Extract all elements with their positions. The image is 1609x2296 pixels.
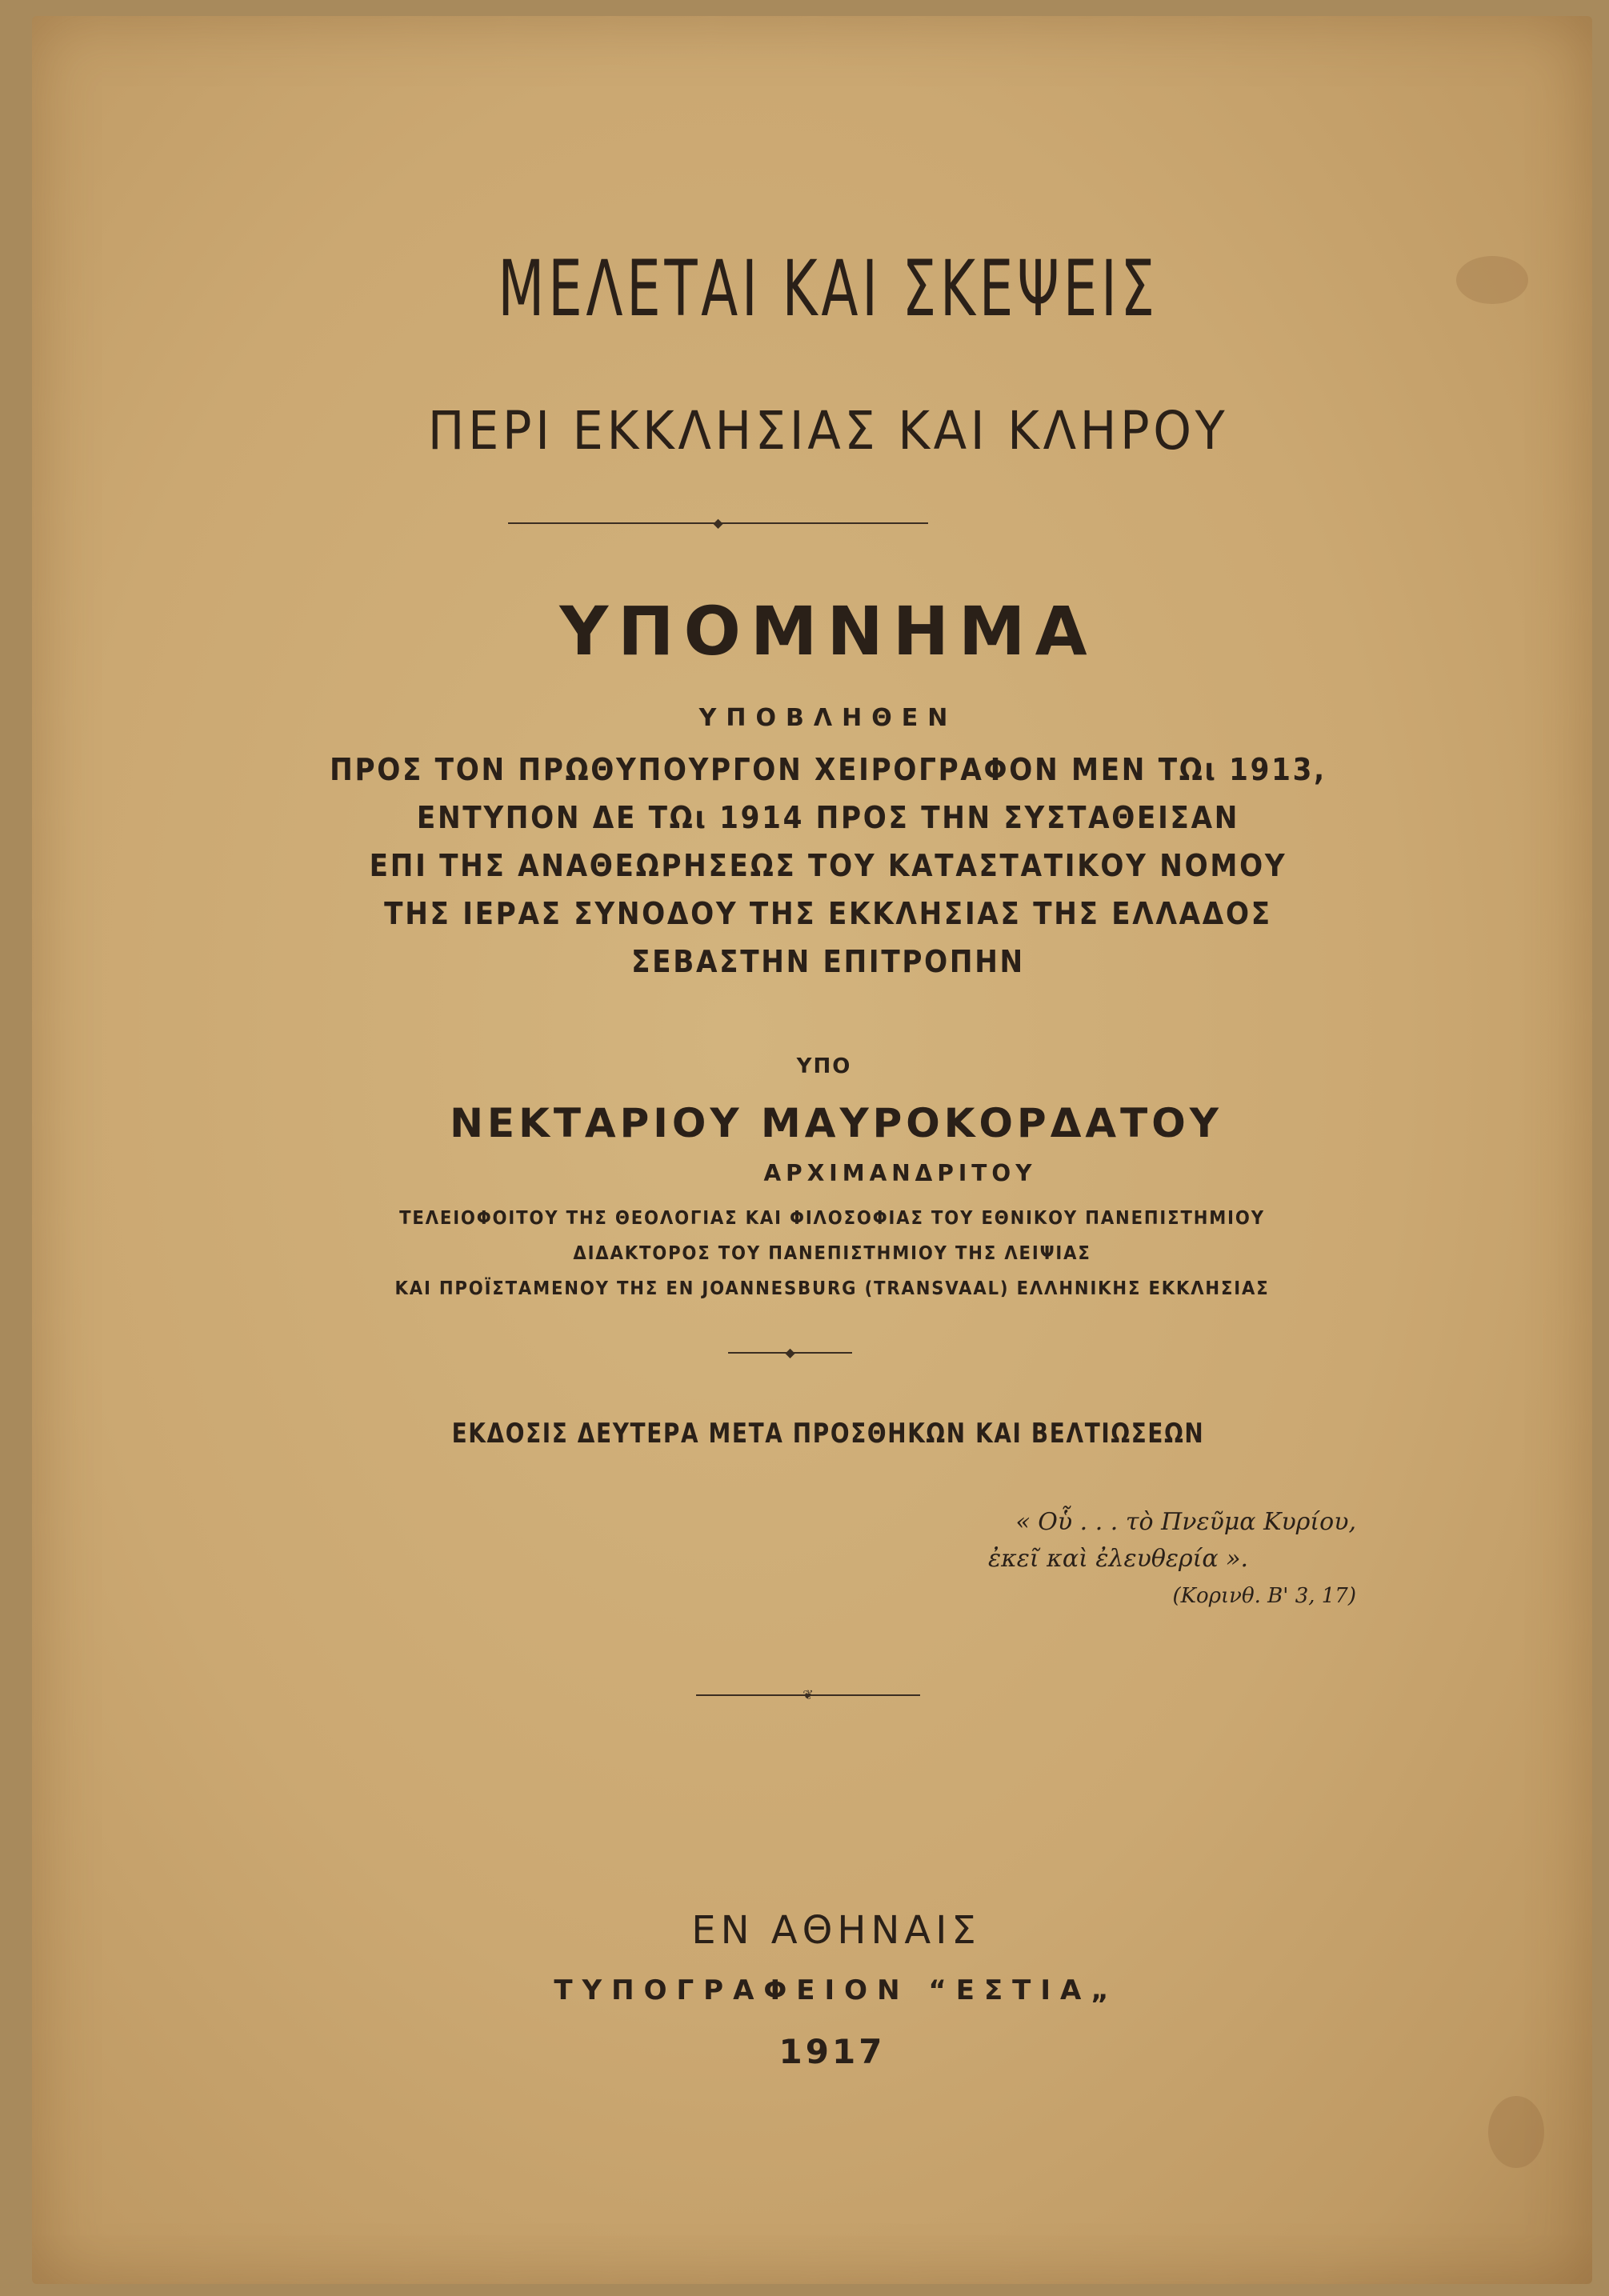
ornamental-rule bbox=[508, 515, 928, 530]
author-name: ΝΕΚΤΑΡΙΟΥ ΜΑΥΡΟΚΟΡΔΑΤΟΥ bbox=[450, 1100, 1223, 1146]
memo-line: ΕΝΤΥΠΟΝ ΔΕ ΤΩι 1914 ΠΡΟΣ ΤΗΝ ΣΥΣΤΑΘΕΙΣΑΝ bbox=[416, 800, 1240, 835]
memo-subheading: ΥΠΟΒΛΗΘΕΝ bbox=[698, 704, 958, 732]
epigraph-line: « Οὗ . . . τὸ Πνεῦμα Κυρίου, bbox=[1015, 1508, 1356, 1536]
author-rank: ΑΡΧΙΜΑΝΔΡΙΤΟΥ bbox=[763, 1160, 1037, 1186]
memo-line: ΠΡΟΣ ΤΟΝ ΠΡΩΘΥΠΟΥΡΓΟΝ ΧΕΙΡΟΓΡΑΦΟΝ ΜΕΝ ΤΩι 1913, bbox=[330, 752, 1327, 787]
epigraph-source: (Κορινθ. Β' 3, 17) bbox=[1172, 1584, 1356, 1608]
epigraph-line: ἐκεῖ καὶ ἐλευθερία ». bbox=[988, 1545, 1249, 1573]
author-credential: ΔΙΔΑΚΤΟΡΟΣ ΤΟΥ ΠΑΝΕΠΙΣΤΗΜΙΟΥ ΤΗΣ ΛΕΙΨΙΑΣ bbox=[573, 1243, 1091, 1264]
ornamental-rule bbox=[696, 1687, 920, 1702]
paper-stain bbox=[1456, 256, 1528, 304]
memo-heading: ΥΠΟΜΝΗΜΑ bbox=[559, 592, 1097, 670]
ornament-icon: ❦ bbox=[802, 1687, 814, 1702]
memo-line: ΕΠΙ ΤΗΣ ΑΝΑΘΕΩΡΗΣΕΩΣ ΤΟΥ ΚΑΤΑΣΤΑΤΙΚΟΥ ΝΟΜΟΥ bbox=[369, 848, 1287, 883]
imprint-year: 1917 bbox=[778, 2032, 886, 2071]
imprint-press: ΤΥΠΟΓΡΑΦΕΙΟΝ “ΕΣΤΙΑ„ bbox=[554, 1974, 1119, 2006]
imprint-city: ΕΝ ΑΘΗΝΑΙΣ bbox=[691, 1908, 981, 1953]
ornamental-rule bbox=[728, 1345, 852, 1360]
memo-line: ΤΗΣ ΙΕΡΑΣ ΣΥΝΟΔΟΥ ΤΗΣ ΕΚΚΛΗΣΙΑΣ ΤΗΣ ΕΛΛΑΔΟΣ bbox=[384, 896, 1272, 931]
author-credential: ΚΑΙ ΠΡΟΪΣΤΑΜΕΝΟΥ ΤΗΣ ΕΝ JOANNESBURG (TRANSVAAL) ΕΛΛΗΝΙΚΗΣ ΕΚΚΛΗΣΙΑΣ bbox=[394, 1278, 1270, 1299]
ornament-icon: ◆ bbox=[713, 515, 723, 530]
epigraph bbox=[956, 1504, 1356, 1614]
author-credential: ΤΕΛΕΙΟΦΟΙΤΟΥ ΤΗΣ ΘΕΟΛΟΓΙΑΣ ΚΑΙ ΦΙΛΟΣΟΦΙΑΣ ΤΟΥ ΕΘΝΙΚΟΥ ΠΑΝΕΠΙΣΤΗΜΙΟΥ bbox=[399, 1208, 1265, 1229]
edition-note: ΕΚΔΟΣΙΣ ΔΕΥΤΕΡΑ ΜΕΤΑ ΠΡΟΣΘΗΚΩΝ ΚΑΙ ΒΕΛΤΙΩΣΕΩΝ bbox=[451, 1418, 1205, 1450]
paper-stain bbox=[1488, 2096, 1544, 2168]
by-label: ΥΠΟ bbox=[796, 1054, 852, 1078]
ornament-icon: ◆ bbox=[785, 1345, 795, 1360]
cover-title: ΜΕΛΕΤΑΙ ΚΑΙ ΣΚΕΨΕΙΣ bbox=[498, 244, 1159, 334]
memo-line: ΣΕΒΑΣΤΗΝ ΕΠΙΤΡΟΠΗΝ bbox=[631, 944, 1025, 979]
book-cover bbox=[32, 16, 1592, 2284]
cover-subtitle: ΠΕΡΙ ΕΚΚΛΗΣΙΑΣ ΚΑΙ ΚΛΗΡΟΥ bbox=[427, 400, 1229, 462]
